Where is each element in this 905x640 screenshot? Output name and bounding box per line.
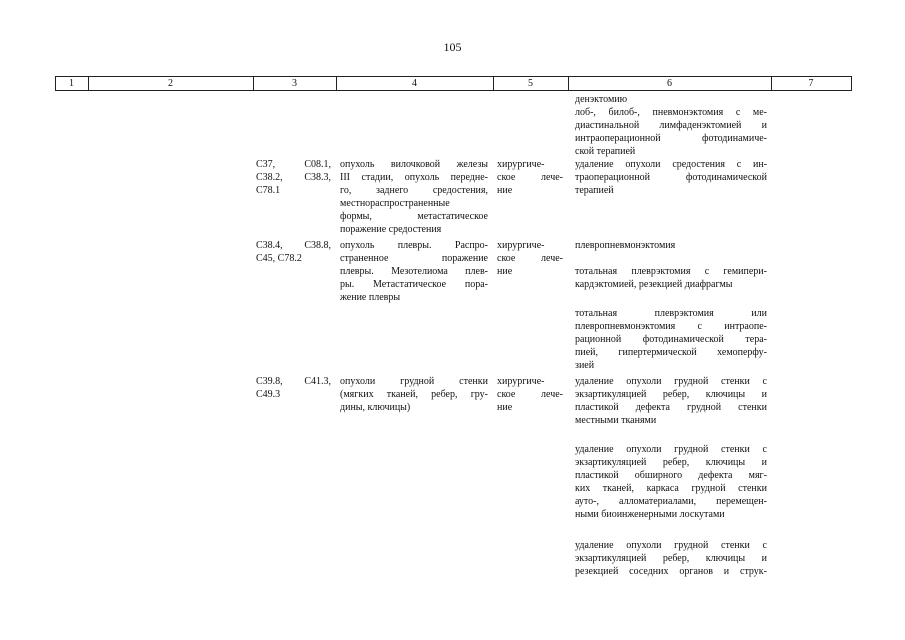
row-3-treatment bbox=[497, 375, 563, 414]
text-line: пией, гипертермической хемоперфу- bbox=[575, 347, 767, 358]
text-line: хирургиче- bbox=[497, 159, 545, 170]
header-col-3: 3 bbox=[292, 78, 297, 89]
row-2-codes bbox=[256, 239, 331, 265]
row-3-method-1 bbox=[575, 375, 767, 427]
text-line: ры. Метастатическое пора- bbox=[340, 279, 488, 290]
row-2-method-3 bbox=[575, 307, 767, 372]
text-line: кардэктомией, резекцией диафрагмы bbox=[575, 279, 733, 290]
text-line: удаление опухоли грудной стенки с bbox=[575, 444, 767, 455]
text-line: опухоли грудной стенки bbox=[340, 376, 488, 387]
text-line: C38.2, C38.3, bbox=[256, 172, 331, 183]
row-1-treatment bbox=[497, 158, 563, 197]
text-line: местными тканями bbox=[575, 415, 657, 426]
text-line: диастинальной лимфаденэктомией и bbox=[575, 120, 767, 131]
header-col-5: 5 bbox=[528, 78, 533, 89]
text-line: ауто-, алломатериалами, перемещен- bbox=[575, 496, 767, 507]
text-line: экзартикуляцией ребер, ключицы и bbox=[575, 389, 767, 400]
row-1-codes bbox=[256, 158, 331, 197]
text-line: пластикой обширного дефекта мяг- bbox=[575, 470, 767, 481]
header-col-1: 1 bbox=[69, 78, 74, 89]
row-2-disease bbox=[340, 239, 488, 304]
text-line: денэктомию bbox=[575, 94, 628, 105]
text-line: ние bbox=[497, 402, 513, 413]
text-line: плевропневмонэктомия с интраопе- bbox=[575, 321, 767, 332]
row-2-treatment bbox=[497, 239, 563, 278]
row-1-disease bbox=[340, 158, 488, 236]
text-line: местнораспространенные bbox=[340, 198, 450, 209]
row-3-method-2 bbox=[575, 443, 767, 521]
text-line: удаление опухоли грудной стенки с bbox=[575, 540, 767, 551]
text-line: ской терапией bbox=[575, 146, 636, 157]
text-line: (мягких тканей, ребер, гру- bbox=[340, 389, 488, 400]
row-2-method-2 bbox=[575, 265, 767, 291]
text-line: поражение средостения bbox=[340, 224, 442, 235]
text-line: экзартикуляцией ребер, ключицы и bbox=[575, 553, 767, 564]
text-line: траоперационной фотодинамической bbox=[575, 172, 767, 183]
text-line: ское лече- bbox=[497, 253, 563, 264]
table-header-bottom-border bbox=[55, 90, 852, 91]
text-line: плевры. Мезотелиома плев- bbox=[340, 266, 488, 277]
text-line: лоб-, билоб-, пневмонэктомия с ме- bbox=[575, 107, 767, 118]
text-line: C45, C78.2 bbox=[256, 253, 302, 264]
header-divider bbox=[851, 77, 852, 90]
text-line: резекцией соседних органов и струк- bbox=[575, 566, 767, 577]
row-3-disease bbox=[340, 375, 488, 414]
row-3-method-3 bbox=[575, 539, 767, 578]
text-line: опухоль плевры. Распро- bbox=[340, 240, 488, 251]
text-line: C39.8, C41.3, bbox=[256, 376, 331, 387]
text-line: рационной фотодинамической тера- bbox=[575, 334, 767, 345]
header-col-2: 2 bbox=[168, 78, 173, 89]
header-col-6: 6 bbox=[667, 78, 672, 89]
text-line: ние bbox=[497, 185, 513, 196]
text-line: C78.1 bbox=[256, 185, 281, 196]
text-line: III стадии, опухоль передне- bbox=[340, 172, 488, 183]
text-line: ными биоинженерными лоскутами bbox=[575, 509, 725, 520]
row-2-method-1 bbox=[575, 239, 767, 252]
text-line: опухоль вилочковой железы bbox=[340, 159, 488, 170]
text-line: ское лече- bbox=[497, 389, 563, 400]
text-line: экзартикуляцией ребер, ключицы и bbox=[575, 457, 767, 468]
text-line: C38.4, C38.8, bbox=[256, 240, 331, 251]
text-line: удаление опухоли средостения с ин- bbox=[575, 159, 767, 170]
header-col-4: 4 bbox=[412, 78, 417, 89]
text-line: тотальная плеврэктомия или bbox=[575, 308, 767, 319]
text-line: терапией bbox=[575, 185, 614, 196]
header-col-7: 7 bbox=[808, 78, 814, 89]
text-line: интраоперационной фотодинамиче- bbox=[575, 133, 767, 144]
text-line: тотальная плеврэктомия с гемипери- bbox=[575, 266, 767, 277]
text-line: страненное поражение bbox=[340, 253, 488, 264]
methods-continuation bbox=[575, 93, 767, 158]
text-line: го, заднего средостения, bbox=[340, 185, 488, 196]
text-line: ких тканей, каркаса грудной стенки bbox=[575, 483, 767, 494]
text-line: хирургиче- bbox=[497, 376, 545, 387]
text-line: жение плевры bbox=[340, 292, 401, 303]
row-1-method-1 bbox=[575, 158, 767, 197]
page-number: 105 bbox=[443, 40, 462, 54]
text-line: ское лече- bbox=[497, 172, 563, 183]
row-3-codes bbox=[256, 375, 331, 401]
text-line: пластикой дефекта грудной стенки bbox=[575, 402, 767, 413]
text-line: плевропневмонэктомия bbox=[575, 240, 676, 251]
text-line: хирургиче- bbox=[497, 240, 545, 251]
text-line: формы, метастатическое bbox=[340, 211, 488, 222]
text-line: ние bbox=[497, 266, 513, 277]
text-line: C49.3 bbox=[256, 389, 281, 400]
text-line: удаление опухоли грудной стенки с bbox=[575, 376, 767, 387]
text-line: зией bbox=[575, 360, 595, 371]
text-line: дины, ключицы) bbox=[340, 402, 411, 413]
text-line: C37, C08.1, bbox=[256, 159, 331, 170]
